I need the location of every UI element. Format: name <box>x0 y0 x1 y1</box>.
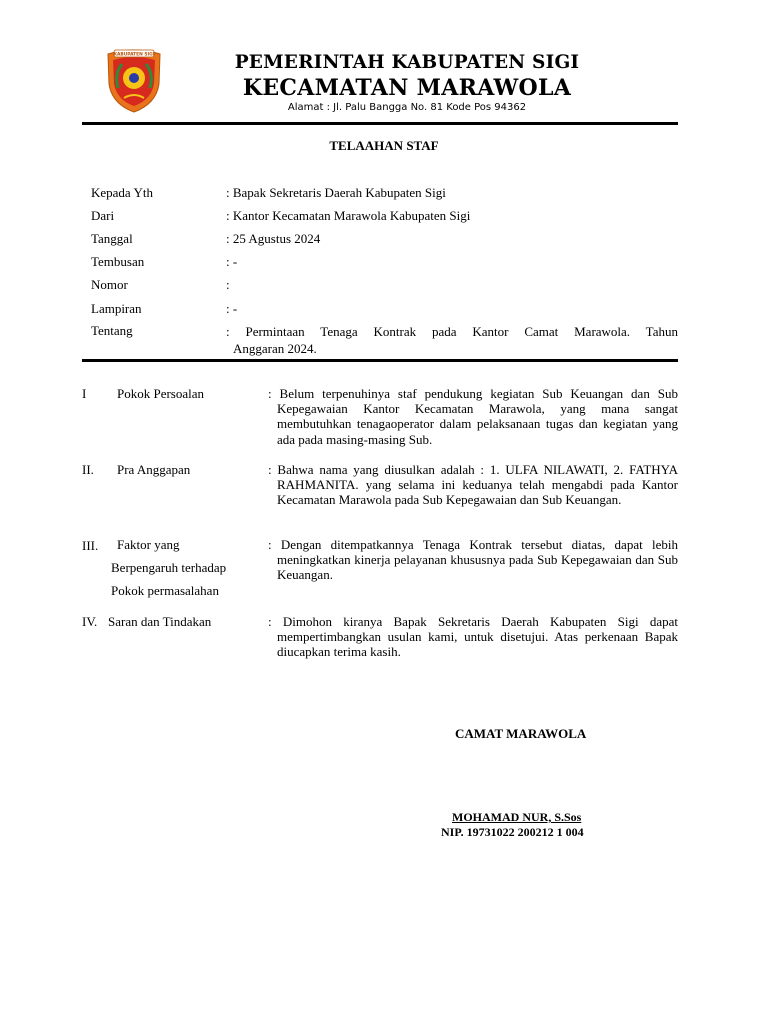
tentang-line-1: : Permintaan Tenaga Kontrak pada Kantor Camat Marawola. Tahun <box>226 324 678 339</box>
field-label-tembusan: Tembusan <box>91 254 145 269</box>
header-divider <box>82 359 678 362</box>
section-body <box>268 386 678 447</box>
document-title: TELAAHAN STAF <box>329 138 439 153</box>
section-number: III. <box>82 538 99 553</box>
section-label-line: Berpengaruh terhadap <box>111 560 227 575</box>
field-label-tentang: Tentang <box>91 323 133 338</box>
field-label-tanggal: Tanggal <box>91 231 133 246</box>
address-line: Alamat : Jl. Palu Bangga No. 81 Kode Pos 94362 <box>287 102 527 113</box>
signatory-nip: NIP. 19731022 200212 1 004 <box>441 825 584 839</box>
logo-text: KABUPATEN SIGI <box>113 52 155 58</box>
tentang-line-2: Anggaran 2024. <box>233 341 317 356</box>
section-label: Pokok Persoalan <box>117 386 205 401</box>
signatory-name: MOHAMAD NUR, S.Sos <box>452 810 582 824</box>
field-label-kepada: Kepada Yth <box>91 185 153 200</box>
field-value-lampiran: : - <box>226 301 238 316</box>
letterhead-divider <box>82 122 678 125</box>
signatory-position: CAMAT MARAWOLA <box>455 726 587 741</box>
field-value-tentang <box>226 323 678 357</box>
section-label: Pra Anggapan <box>117 462 191 477</box>
section-body <box>268 462 678 508</box>
section-label: Saran dan Tindakan <box>108 614 212 629</box>
government-title: PEMERINTAH KABUPATEN SIGI <box>234 52 580 73</box>
field-label-dari: Dari <box>91 208 115 223</box>
section-label-line: Pokok permasalahan <box>111 583 219 598</box>
field-value-tanggal: : 25 Agustus 2024 <box>226 231 321 246</box>
section-number: I <box>82 386 87 401</box>
field-label-lampiran: Lampiran <box>91 301 142 316</box>
section-number: IV. <box>82 614 98 629</box>
section-text: : Bahwa nama yang diusulkan adalah : 1. ULFA NILAWATI, 2. FATHYA RAHMANITA. yang selama ini keduanya telah mengabdi pada Kantor Kecamatan Marawola pada Sub Kepegawaian dan Sub Keuangan. <box>268 462 678 508</box>
section-number: II. <box>82 462 94 477</box>
section-label-line: Faktor yang <box>117 537 180 552</box>
field-value-dari: : Kantor Kecamatan Marawola Kabupaten Sigi <box>226 208 471 223</box>
field-label-nomor: Nomor <box>91 277 128 292</box>
field-value-kepada: : Bapak Sekretaris Daerah Kabupaten Sigi <box>226 185 446 200</box>
section-body <box>268 537 678 583</box>
field-value-nomor: : <box>226 277 230 292</box>
section-text: : Dengan ditempatkannya Tenaga Kontrak tersebut diatas, dapat lebih meningkatkan kinerja pelayanan khususnya pada Sub Kepegawaian dan Sub Keuangan. <box>268 537 678 583</box>
section-body <box>268 614 678 660</box>
section-text: : Belum terpenuhinya staf pendukung kegiatan Sub Keuangan dan Sub Kepegawaian Kantor Kecamatan Marawola, yang mana sangat membutuhkan tenagaoperator dalam pelaksanaan tugas dan kegiatan yang ada pada masing-masing Sub. <box>268 386 678 447</box>
section-text: : Dimohon kiranya Bapak Sekretaris Daerah Kabupaten Sigi dapat mempertimbangkan usulan kami, untuk disetujui. Atas perkenaan Bapak diucapkan terima kasih. <box>268 614 678 660</box>
district-title: KECAMATAN MARAWOLA <box>242 75 572 101</box>
field-value-tembusan: : - <box>226 254 238 269</box>
